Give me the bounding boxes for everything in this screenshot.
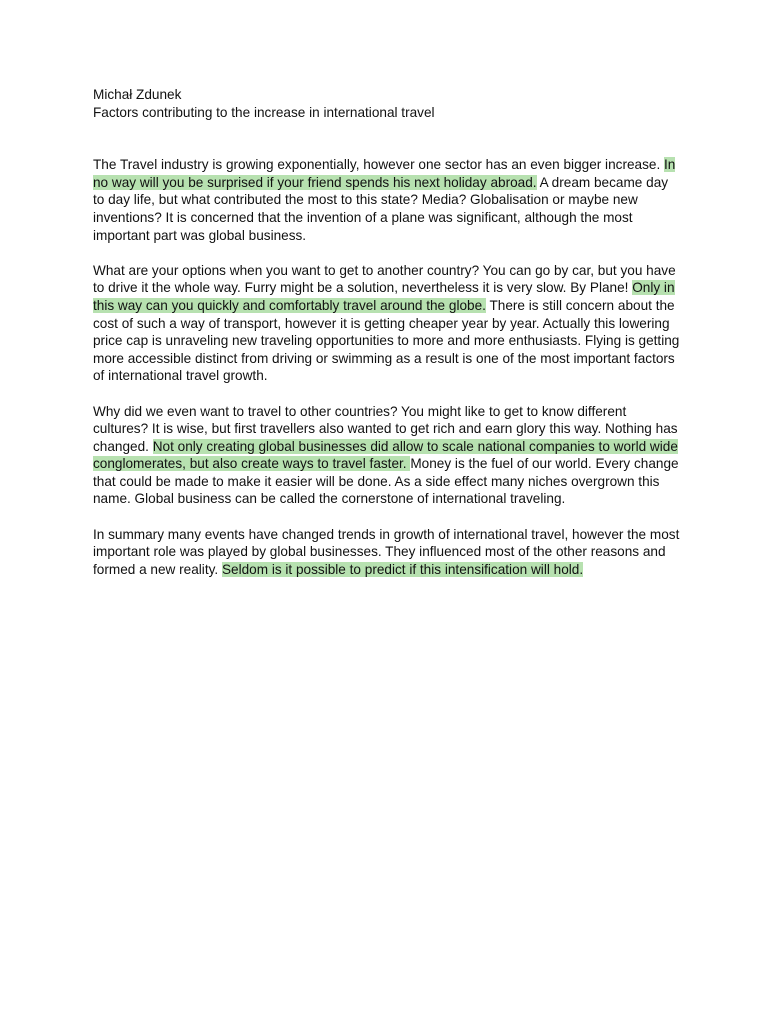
body-paragraph-3 [93, 403, 683, 509]
paragraph-text: The Travel industry is growing exponentially, however one sector has an even bigger increase. [93, 157, 664, 173]
paragraph-text: Money is the fuel of our world. Every change that could be made to make it easier will be done. As a side effect many niches overgrown this name. Global business can be called the cornerstone of international traveling. [93, 456, 679, 507]
paragraph-text: In summary many events have changed trends in growth of international travel, however the most important role was played by global businesses. They influenced most of the other reasons and formed a new reality. [93, 526, 680, 577]
spacer [93, 385, 683, 403]
highlighted-sentence: In no way will you be surprised if your friend spends his next holiday abroad. [93, 157, 676, 190]
paragraph-text: Why did we even want to travel to other countries? You might like to get to know different cultures? It is wise, but first travellers also wanted to get rich and earn glory this way. Nothing has changed. [93, 403, 678, 454]
spacer [93, 244, 683, 262]
highlighted-sentence: Only in this way can you quickly and comfortably travel around the globe. [93, 280, 675, 313]
paragraph-text: What are your options when you want to get to another country? You can go by car, but you have to drive it the whole way. Furry might be a solution, nevertheless it is very slow. By Plane! [93, 262, 676, 296]
highlighted-sentence: Not only creating global businesses did allow to scale national companies to world wide conglomerates, but also create ways to travel faster. [93, 438, 678, 472]
highlighted-sentence: Seldom is it possible to predict if this intensification will hold. [221, 561, 584, 577]
body-paragraph-2 [93, 262, 683, 385]
paragraph-text: There is still concern about the cost of such a way of transport, however it is getting cheaper year by year. Actually this lowering price cap is unraveling new traveling opportunities to more and more enthusiasts. Flying is getting more accessible distinct from driving or swimming as a result is one of the most important factors of international travel growth. [93, 297, 680, 384]
author-name: Michał Zdunek [93, 87, 182, 102]
spacer [93, 508, 683, 526]
body-paragraph-1 [93, 156, 683, 244]
document-page [93, 86, 683, 578]
paragraph-text: A dream became day to day life, but what contributed the most to this state? Media? Globalisation or maybe new inventions? It is concerned that the invention of a plane was significant, although the most important part was global business. [93, 174, 669, 243]
spacer [93, 121, 683, 156]
document-title: Factors contributing to the increase in international travel [93, 104, 435, 120]
body-paragraph-4 [93, 526, 683, 579]
